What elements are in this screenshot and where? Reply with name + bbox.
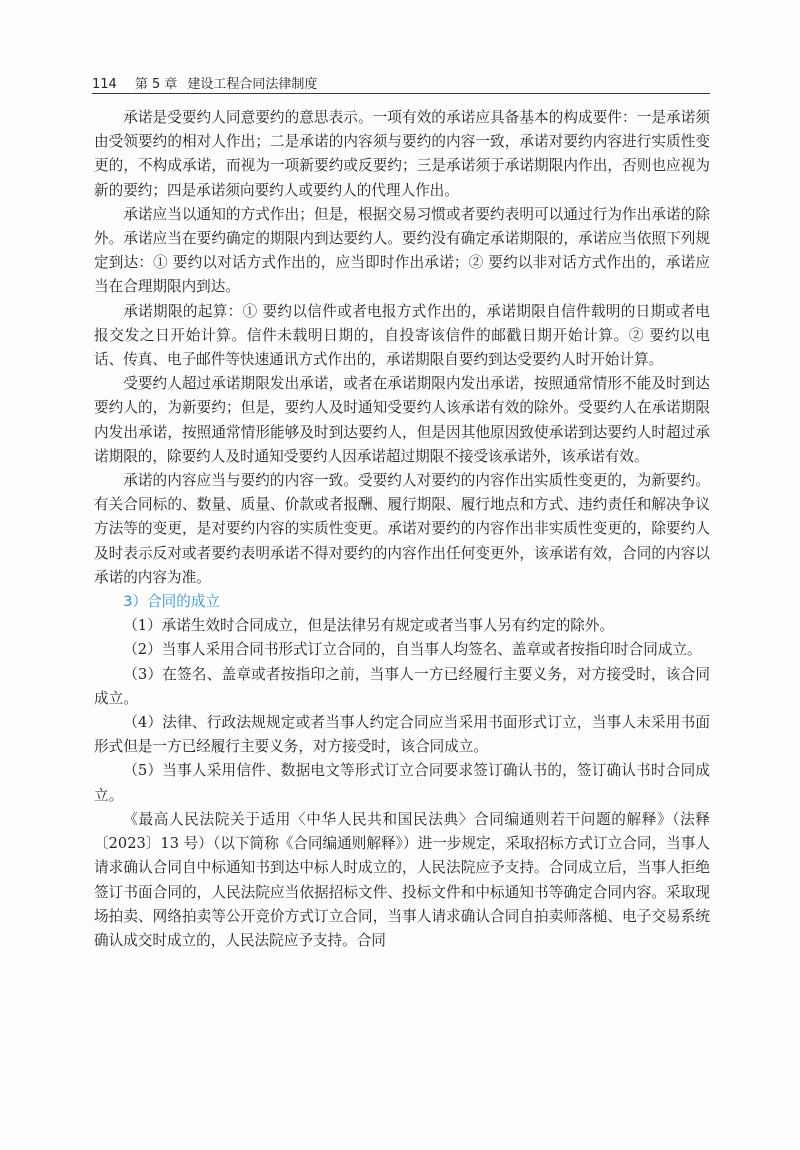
list-item: （4）法律、行政法规规定或者当事人约定合同应当采用书面形式订立，当事人未采用书面形式但是一方已经履行主要义务，对方接受时，该合同成立。 (94, 714, 710, 756)
chapter-title: 建设工程合同法律制度 (187, 77, 318, 92)
body-text (94, 106, 710, 953)
chapter-number: 第 5 章 (134, 77, 178, 92)
list-item: （5）当事人采用信件、数据电文等形式订立合同要求签订确认书的，签订确认书时合同成立。 (94, 762, 710, 804)
paragraph-acceptance-notice: 承诺应当以通知的方式作出；但是，根据交易习惯或者要约表明可以通过行为作出承诺的除外。承诺应当在要约确定的期限内到达要约人。要约没有确定承诺期限的，承诺应当依照下列规定到达：① 要约以对话方式作出的，应当即时作出承诺；② 要约以非对话方式作出的，承诺应当在合理期限内到达。 (94, 205, 710, 296)
header-divider (92, 93, 710, 94)
paragraph-late-acceptance: 受要约人超过承诺期限发出承诺，或者在承诺期限内发出承诺，按照通常情形不能及时到达要约人的，为新要约；但是，要约人及时通知受要约人该承诺有效的除外。受要约人在承诺期限内发出承诺，按照通常情形能够及时到达要约人，但是因其他原因致使承诺到达要约人时超过承诺期限的，除要约人及时通知受要约人因承诺超过期限不接受该承诺外，该承诺有效。 (94, 375, 710, 465)
list-item: （3）在签名、盖章或者按指印之前，当事人一方已经履行主要义务，对方接受时，该合同成立。 (94, 665, 710, 707)
running-header (92, 68, 710, 92)
paragraph-acceptance-content: 承诺的内容应当与要约的内容一致。受要约人对要约的内容作出实质性变更的，为新要约。有关合同标的、数量、质量、价款或者报酬、履行期限、履行地点和方式、违约责任和解决争议方法等的变更，是对要约内容的实质性变更。承诺对要约的内容作出非实质性变更的，除要约人及时表示反对或者要约表明承诺不得对要约的内容作出任何变更外，该承诺有效，合同的内容以承诺的内容为准。 (94, 472, 710, 586)
paragraph-acceptance-definition: 承诺是受要约人同意要约的意思表示。一项有效的承诺应具备基本的构成要件：一是承诺须由受领要约的相对人作出；二是承诺的内容须与要约的内容一致，承诺对要约内容进行实质性变更的，不构成承诺，而视为一项新要约或反要约；三是承诺须于承诺期限内作出，否则也应视为新的要约；四是承诺须向要约人或要约人的代理人作出。 (94, 109, 710, 199)
list-item: （2）当事人采用合同书形式订立合同的，自当事人均签名、盖章或者按指印时合同成立。 (123, 641, 702, 659)
list-item: （1）承诺生效时合同成立，但是法律另有规定或者当事人另有约定的除外。 (123, 617, 615, 635)
section-heading: 3）合同的成立 (123, 593, 221, 611)
page-number: 114 (92, 77, 117, 92)
paragraph-acceptance-period-start: 承诺期限的起算：① 要约以信件或者电报方式作出的，承诺期限自信件载明的日期或者电报交发之日开始计算。信件未载明日期的，自投寄该信件的邮戳日期开始计算。② 要约以电话、传真、电子邮件等快速通讯方式作出的，承诺期限自要约到达受要约人时开始计算。 (94, 302, 710, 369)
paragraph-judicial-interpretation: 《最高人民法院关于适用〈中华人民共和国民法典〉合同编通则若干问题的解释》（法释〔2023〕13 号）（以下简称《合同编通则解释》）进一步规定，采取招标方式订立合同，当事人请求确认合同自中标通知书到达中标人时成立的，人民法院应予支持。合同成立后，当事人拒绝签订书面合同的，人民法院应当依据招标文件、投标文件和中标通知书等确定合同内容。采取现场拍卖、网络拍卖等公开竞价方式订立合同，当事人请求确认合同自拍卖师落槌、电子交易系统确认成交时成立的，人民法院应予支持。合同 (94, 810, 710, 949)
